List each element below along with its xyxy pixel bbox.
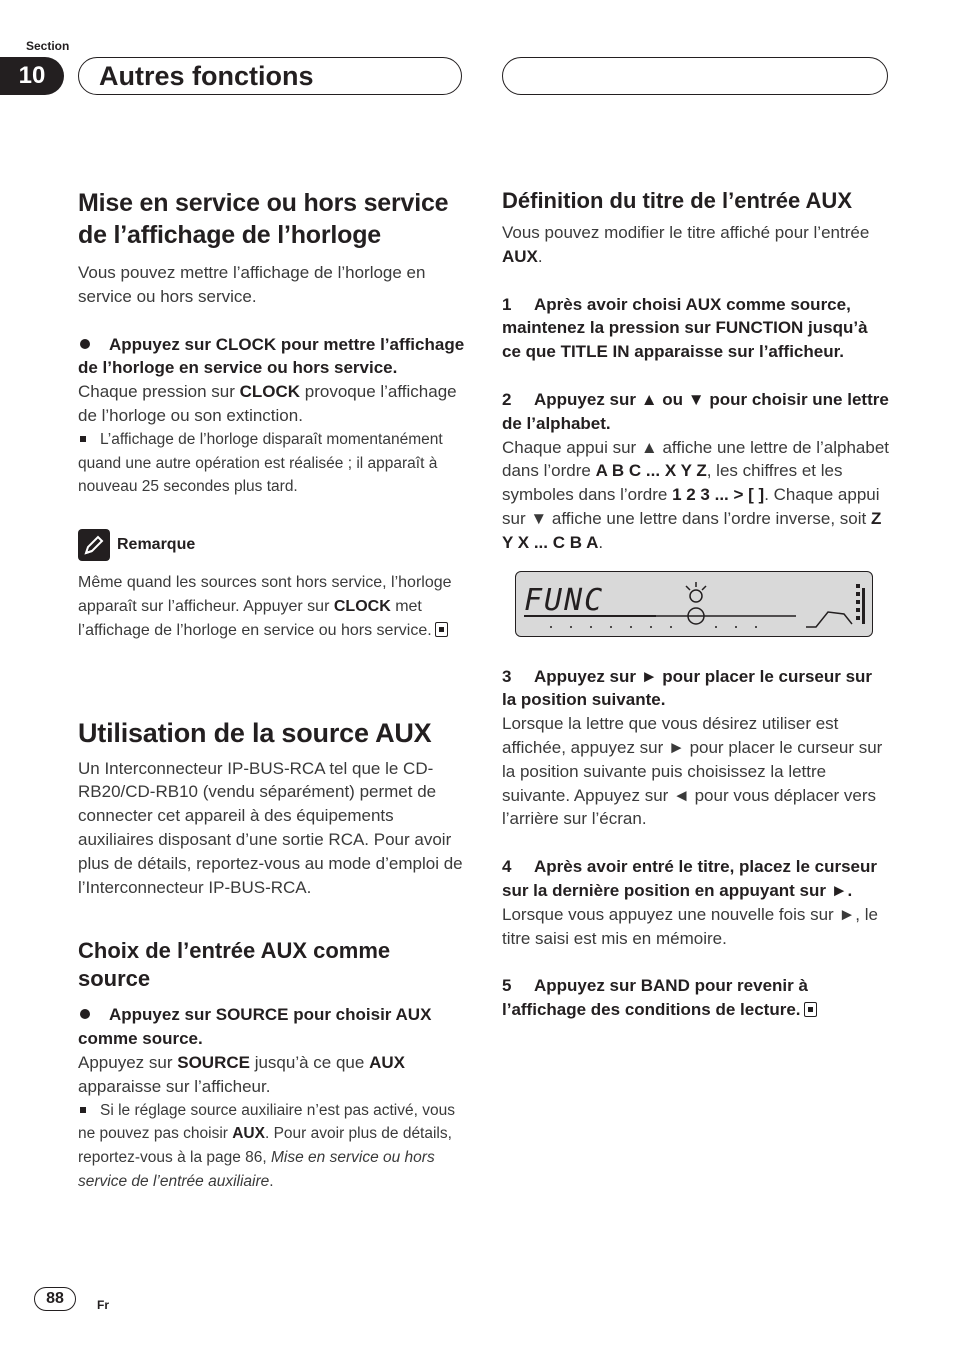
aux-intro: Un Interconnecteur IP-BUS-RCA tel que le CD-RB20/CD-RB10 (vendu séparément) permet de connecter cet appareil à des équipements auxiliaires disposant d’une sortie RCA. Pour avoir plus de détails, reportez-vous au mode d’emploi de l’Interconnecteur IP-BUS-RCA. — [78, 758, 463, 897]
section-title: Autres fonctions — [99, 61, 314, 91]
note-square-icon — [80, 1107, 86, 1113]
lcd-func-text: FUNC — [524, 582, 605, 618]
end-mark-icon — [435, 622, 448, 637]
pencil-icon — [78, 529, 110, 561]
remark-header — [78, 529, 466, 561]
aux-instruction: Appuyez sur SOURCE pour choisir AUX comme source. — [78, 1005, 432, 1049]
language-code: Fr — [97, 1298, 109, 1312]
step-1: 1 Après avoir choisi AUX comme source, maintenez la pression sur FUNCTION jusqu’à ce que TITLE IN apparaisse sur l’afficheur. — [502, 294, 868, 362]
aux-description: Appuyez sur SOURCE jusqu’à ce que AUX apparaisse sur l’afficheur. — [78, 1052, 405, 1096]
page-number: 88 — [34, 1287, 76, 1311]
clock-instruction: Appuyez sur CLOCK pour mettre l’affichage de l’horloge en service ou hors service. — [78, 334, 465, 378]
clock-heading: Mise en service ou hors service de l’affichage de l’horloge — [78, 189, 449, 249]
end-mark-icon — [804, 1002, 817, 1017]
step-4-description: Lorsque vous appuyez une nouvelle fois sur ►, le titre saisi est mis en mémoire. — [502, 904, 878, 948]
remark-label: Remarque — [117, 536, 196, 554]
step-2-description: Chaque appui sur ▲ affiche une lettre de l’alphabet dans l’ordre A B C ... X Y Z, les chiffres et les symboles dans l’ordre 1 2 3 ... > [ ]. Chaque appui sur ▼ affiche une lettre dans l’ordre inverse, soit Z Y X ... C B A. — [502, 437, 889, 552]
clock-intro: Vous pouvez mettre l’affichage de l’horloge en service ou hors service. — [78, 263, 426, 306]
step-4: 4 Après avoir entré le titre, placez le curseur sur la dernière position en appuyant sur ►. — [502, 857, 877, 900]
left-column — [78, 187, 466, 1194]
clock-description: Chaque pression sur CLOCK provoque l’affichage de l’horloge ou son extinction. — [78, 382, 457, 425]
step-2: 2 Appuyez sur ▲ ou ▼ pour choisir une lettre de l’alphabet. — [502, 389, 889, 433]
empty-header-pill — [502, 57, 888, 95]
bullet-icon — [80, 1009, 90, 1019]
step-3-description: Lorsque la lettre que vous désirez utiliser est affichée, appuyez sur ► pour placer le curseur sur la position suivante puis choisissez la lettre suivante. Appuyez sur ◄ pour vous déplacer vers l’arrière sur l’écran. — [502, 714, 883, 829]
clock-note: L’affichage de l’horloge disparaît momentanément quand une autre opération est réalisée ; il apparaît à nouveau 25 secondes plus tard. — [78, 430, 443, 496]
bullet-icon — [80, 339, 90, 349]
section-title-pill — [78, 57, 462, 95]
title-heading: Définition du titre de l’entrée AUX — [502, 188, 852, 213]
section-number: 10 — [0, 57, 64, 95]
right-column — [502, 187, 890, 1022]
aux-heading: Utilisation de la source AUX — [78, 717, 432, 748]
aux-subheading: Choix de l’entrée AUX comme source — [78, 938, 391, 992]
step-5: 5 Appuyez sur BAND pour revenir à l’affichage des conditions de lecture. — [502, 974, 890, 1022]
note-square-icon — [80, 436, 86, 442]
lcd-display-illustration — [515, 571, 873, 637]
step-3: 3 Appuyez sur ► pour placer le curseur sur la position suivante. — [502, 666, 873, 710]
title-intro: Vous pouvez modifier le titre affiché pour l’entrée AUX. — [502, 223, 870, 266]
remark-text: Même quand les sources sont hors service, l’horloge apparaît sur l’afficheur. Appuyer sur CLOCK met l’affichage de l’horloge en service ou hors service. — [78, 574, 452, 639]
aux-note: Si le réglage source auxiliaire n’est pas activé, vous ne pouvez pas choisir AUX. Pour avoir plus de détails, reportez-vous à la page 86, Mise en service ou hors service de l’entrée auxiliaire. — [78, 1101, 455, 1190]
section-label: Section — [26, 39, 70, 53]
